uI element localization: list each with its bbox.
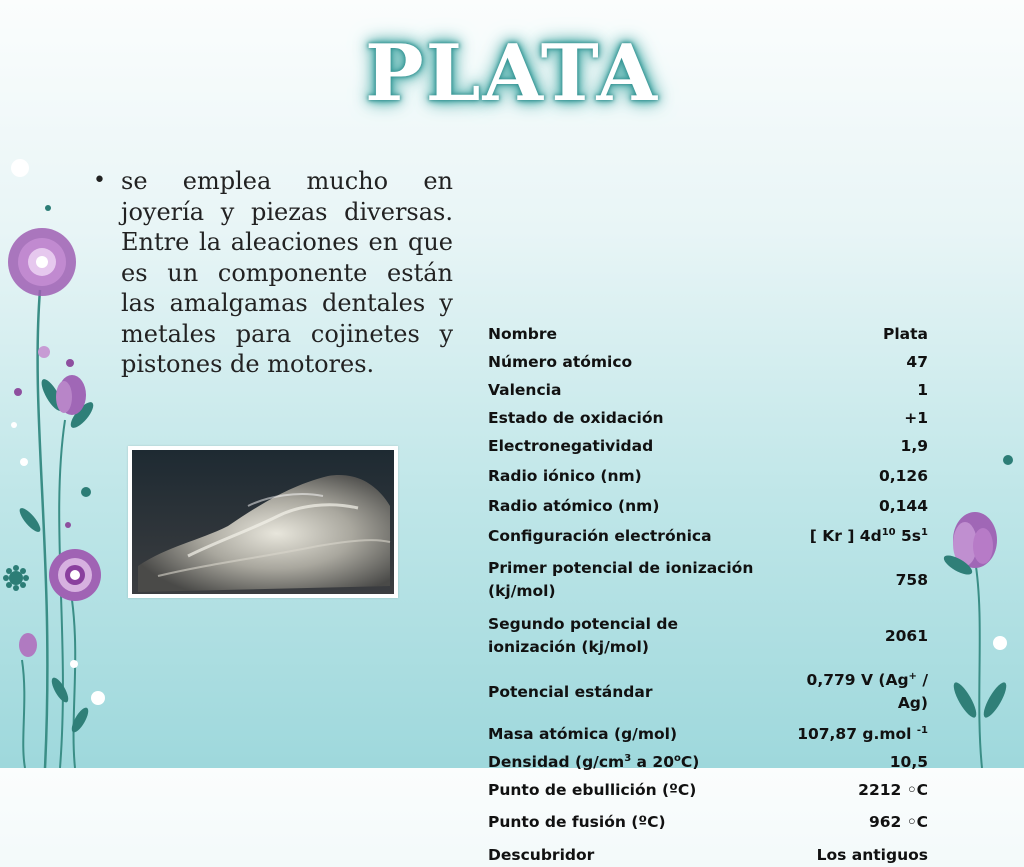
property-value: 1 — [917, 380, 928, 399]
property-label: Radio iónico (nm) — [488, 466, 642, 485]
text-part: 0,779 V (Ag — [806, 671, 909, 689]
text-part: a 20 — [631, 752, 674, 771]
superscript: o — [673, 752, 681, 764]
text-part: 107,87 g.mol — [797, 724, 917, 743]
property-row — [482, 556, 934, 604]
slide-title: PLATA — [364, 28, 660, 119]
property-label: Radio atómico (nm) — [488, 496, 660, 515]
bullet-text: se emplea mucho en joyería y piezas diversas. Entre la aleaciones en que es un componente están las amalgamas dentales y metales para cojinetes y pistones de motores. — [121, 167, 453, 378]
superscript: + — [908, 670, 917, 682]
property-label: Segundo potencial de ionización (kj/mol) — [488, 615, 678, 656]
bullet-icon: • — [93, 168, 106, 193]
property-row — [482, 350, 934, 374]
text-part: Densidad (g/cm — [488, 752, 625, 771]
superscript: -1 — [916, 724, 928, 736]
property-value: 47 — [906, 352, 928, 371]
property-label: Potencial estándar — [488, 682, 653, 701]
bullet-paragraph — [95, 166, 453, 380]
property-row — [482, 750, 934, 774]
property-row — [482, 612, 934, 660]
property-row — [482, 778, 934, 802]
text-part: [ Kr ] 4d — [809, 526, 882, 545]
property-value: 1,9 — [900, 436, 928, 455]
property-row — [482, 810, 934, 834]
property-value: 10,5 — [889, 752, 928, 771]
property-value — [758, 525, 934, 548]
property-row — [482, 668, 934, 716]
property-row — [482, 494, 934, 518]
property-row — [482, 843, 934, 867]
property-label: Punto de ebullición (ºC) — [488, 780, 697, 799]
property-value: Plata — [882, 324, 928, 343]
property-row — [482, 722, 934, 746]
property-row — [482, 322, 934, 346]
property-label: Número atómico — [488, 352, 633, 371]
property-row — [482, 406, 934, 430]
text-part: 5s — [895, 526, 922, 545]
text-part: C) — [680, 752, 700, 771]
property-label: Valencia — [488, 380, 562, 399]
property-row — [482, 464, 934, 488]
property-value: 2212 ◦C — [858, 780, 928, 799]
property-value: Los antiguos — [816, 845, 928, 864]
property-label: Masa atómica (g/mol) — [488, 724, 678, 743]
superscript: 10 — [881, 526, 896, 538]
property-row — [482, 524, 934, 548]
property-label — [482, 751, 758, 774]
text-part: / Ag) — [897, 671, 928, 712]
property-label: Configuración electrónica — [488, 526, 712, 545]
property-value — [758, 723, 934, 746]
property-label: Estado de oxidación — [488, 408, 664, 427]
property-row — [482, 434, 934, 458]
property-value: 962 ◦C — [868, 812, 928, 831]
property-label: Electronegatividad — [488, 436, 654, 455]
property-label: Punto de fusión (ºC) — [488, 812, 666, 831]
property-value: 758 — [895, 570, 928, 589]
property-value: +1 — [904, 408, 928, 427]
property-value: 0,126 — [878, 466, 928, 485]
property-label: Primer potencial de ionización (kj/mol) — [488, 559, 754, 600]
property-value: 2061 — [884, 626, 928, 645]
property-row — [482, 378, 934, 402]
superscript: 1 — [921, 526, 928, 538]
property-label: Nombre — [488, 324, 558, 343]
silver-ore-photo — [128, 446, 398, 598]
property-value: 0,144 — [878, 496, 928, 515]
property-value — [778, 669, 934, 715]
property-label: Descubridor — [488, 845, 595, 864]
superscript: 3 — [624, 752, 632, 764]
